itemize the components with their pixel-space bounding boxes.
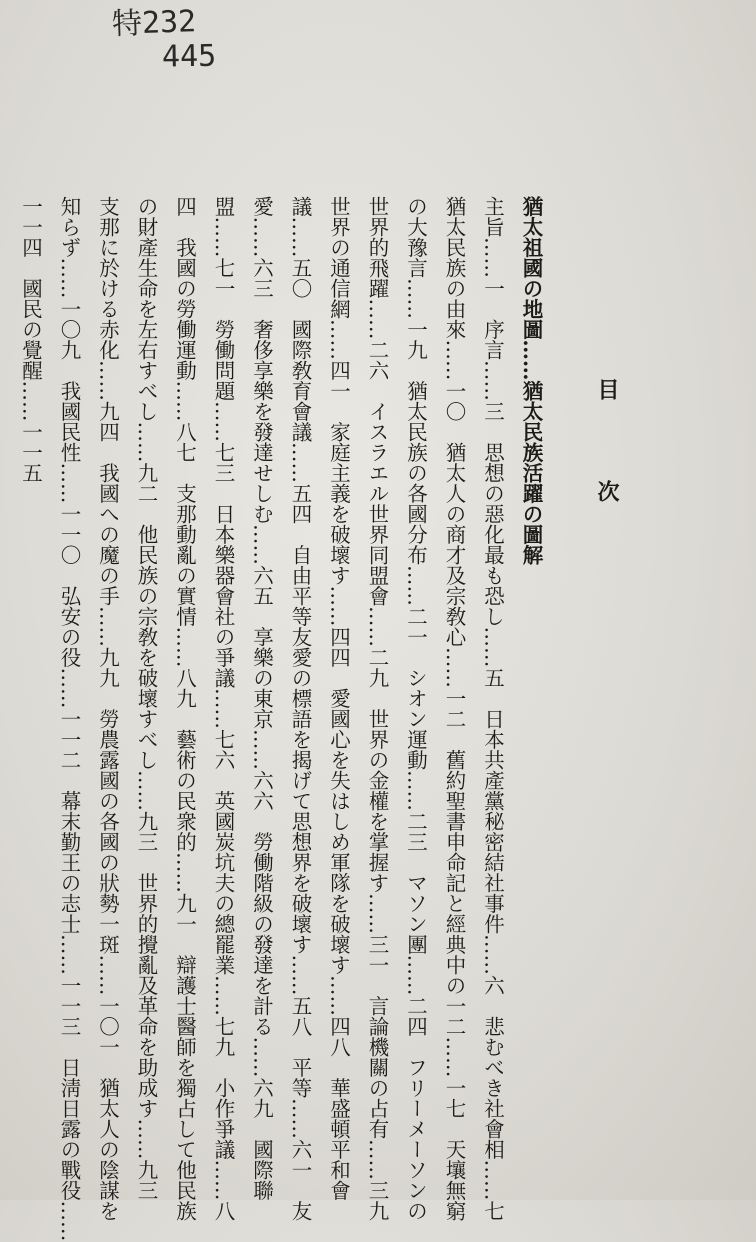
toc-column: 議……五〇 國際敎育會議……五四 自由平等友愛の標語を揭げて思想界を破壞す……五八 平等……六一 友 — [288, 196, 312, 1221]
toc-column: 世界的飛躍……二六 イスラエル世界同盟會……二九 世界の金權を掌握す……三一 言論機關の占有……三九 — [365, 196, 389, 1221]
shelfmark-line-1: 特232 — [111, 4, 197, 43]
table-of-contents — [18, 196, 550, 1242]
toc-column: 支那に於ける赤化……九四 我國への魔の手……九九 勞農露國の各國の狀勢一斑……一〇一 猶太人の陰謀を — [95, 196, 120, 1221]
toc-column: 主旨……一 序言……三 思想の惡化最も恐し……五 日本共產黨秘密結社事件……六 悲むべき社會相……七 — [480, 196, 505, 1221]
toc-column: 四 我國の勞働運動……八七 支那動亂の實情……八九 藝術の民衆的……九一 辯護士醫師を獨占して他民族 — [172, 196, 197, 1221]
toc-column: の大豫言……一九 猶太民族の各國分布……二一 シオン運動……二三 マソン團……二四 フリーメーソンの — [403, 196, 428, 1221]
toc-column: 一一四 國民の覺醒……一一五 — [18, 196, 43, 483]
toc-column: 世界の通信網……四一 家庭主義を破壞す……四四 愛國心を失はしめ軍隊を破壞す……四八 華盛頓平和會 — [326, 196, 351, 1201]
toc-column: 猶太祖國の地圖……猶太民族活躍の圖解 — [519, 196, 543, 565]
handwritten-shelfmark — [112, 6, 232, 86]
toc-column: の財產生命を左右すべし……九二 他民族の宗敎を破壞すべし……九三 世界的攪亂及革命を助成す……九三 — [134, 196, 158, 1201]
heading-char-1: 目 — [594, 378, 620, 400]
toc-column: 盟……七一 勞働問題……七三 日本樂器會社の爭議……七六 英國炭坑夫の總罷業……七九 小作爭議……八 — [211, 196, 235, 1221]
shelfmark-line-2: 445 — [161, 38, 217, 75]
toc-column: 愛……六三 奢侈享樂を發達せしむ……六五 享樂の東京……六六 勞働階級の發達を計る……六九 國際聯 — [249, 196, 274, 1201]
heading-char-2: 次 — [594, 480, 620, 502]
toc-column: 猶太民族の由來……一〇 猶太人の商才及宗敎心……一二 舊約聖書申命記と經典中の一二……一七 天壤無窮 — [442, 196, 466, 1221]
toc-column: 知らず……一〇九 我國民性……一一〇 弘安の役……一一二 幕末勤王の志士……一一三 日淸日露の戰役…… — [57, 196, 81, 1242]
